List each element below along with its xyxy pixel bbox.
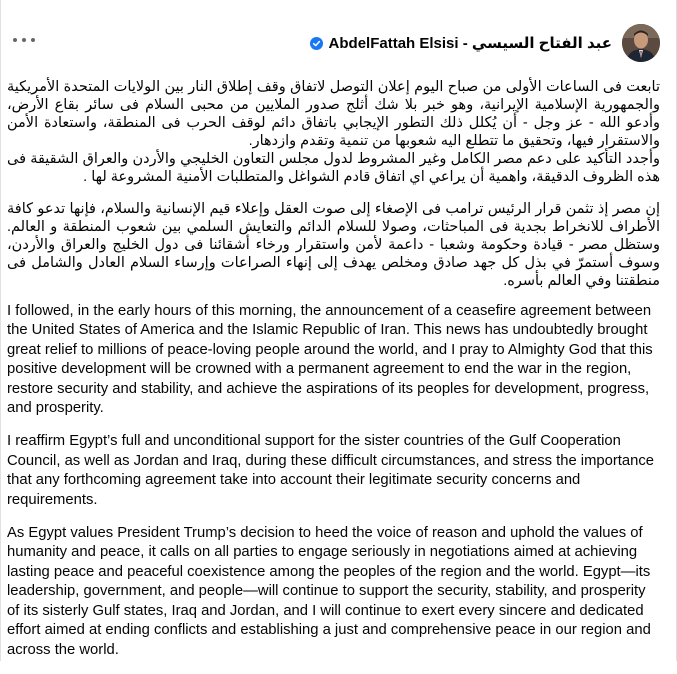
more-options-button[interactable] bbox=[13, 34, 35, 46]
more-options-icon-dot-3 bbox=[31, 38, 35, 42]
english-paragraph-2: I reaffirm Egypt’s full and unconditional support for the sister countries of the Gulf Cooperation Council, as well as Jordan and Iraq, during these difficult circumstances, and stress the importance that any forthcoming agreement take into account their legitimate security concerns and requirements. bbox=[7, 433, 655, 508]
english-paragraph-3: As Egypt values President Trump’s decision to heed the voice of reason and uphold the values of humanity and peace, it calls on all parties to engage seriously in negotiations aimed at achieving lasting peace and peaceful coexistence among the peoples of the region and the world. Egypt—its leadership, government, and people—will continue to support the security, stability, and prosperity of its sisterly Gulf states, Iraq and Jordan, and I will continue to exert every sincere and dedicated effort aimed at ending conflicts and establishing a just and comprehensive peace in our region and across the world. bbox=[7, 525, 651, 658]
more-options-icon bbox=[13, 38, 17, 42]
arabic-paragraph-1: تابعت فى الساعات الأولى من صباح اليوم إعلان التوصل لاتفاق وقف إطلاق النار بين الولايات المتحدة الأمريكية والجمهورية الإسلامية الإيرانية، وهو خبر بلا شك أثلج صدور الملايين من محبى السلام فى سائر بقاع الأرض، وأدعو الله - عز وجل - أن يُكلل ذلك التطور الإيجابي باتفاق دائم لوقف الحرب فى المنطقة، واستعادة الأمن والاستقرار فيها، وتحقيق ما تتطلع اليه شعوبها من تنمية وتقدم وازدهار. bbox=[7, 79, 660, 149]
author-line bbox=[306, 34, 612, 52]
english-paragraph-1: I followed, in the early hours of this morning, the announcement of a ceasefire agreement between the United States of America and the Islamic Republic of Iran. This news has undoubtedly brought great relief to millions of peace-loving people around the world, and I pray to Almighty God that this positive development will be crowned with a permanent agreement to end the war in the region, restore security and stability, and achieve the aspirations of its peoples for development, progress, and prosperity. bbox=[7, 303, 653, 417]
arabic-paragraph-2: وأجدد التأكيد على دعم مصر الكامل وغير المشروط لدول مجلس التعاون الخليجي والأردن والعراق الشقيقة فى هذه الظروف الدقيقة، واهمية أن يراعي اي اتفاق قادم الشواغل والمتطلبات الأمنية المشروعة لها . bbox=[7, 151, 660, 185]
arabic-paragraph-3: إن مصر إذ تثمن قرار الرئيس ترامب فى الإصغاء إلى صوت العقل وإعلاء قيم الإنسانية والسلام، فإنها تدعو كافة الأطراف للانخراط بجدية فى المباحثات، وصولا للسلام الدائم والتعايش السلمي بين شعوب المنطقة و العالم. وستظل مصر - قيادة وحكومة وشعبا - داعمة لأمن واستقرار ورخاء أشقائنا فى دول الخليج والعراق والأردن، وسوف أستمرّ في بذل كل جهد صادق ومخلص يهدف إلى إنهاء الصراعات وإرساء السلام العادل والشامل فى منطقتنا وفي العالم بأسره. bbox=[7, 201, 660, 289]
avatar[interactable] bbox=[622, 24, 660, 62]
post-header bbox=[306, 24, 660, 62]
more-options-icon-dot bbox=[22, 38, 26, 42]
avatar-portrait-icon bbox=[622, 24, 660, 62]
author-name[interactable]: AbdelFattah Elsisi - عبد الفتاح السيسي bbox=[328, 35, 612, 52]
verified-badge-icon bbox=[310, 37, 323, 50]
post-body bbox=[7, 68, 660, 674]
